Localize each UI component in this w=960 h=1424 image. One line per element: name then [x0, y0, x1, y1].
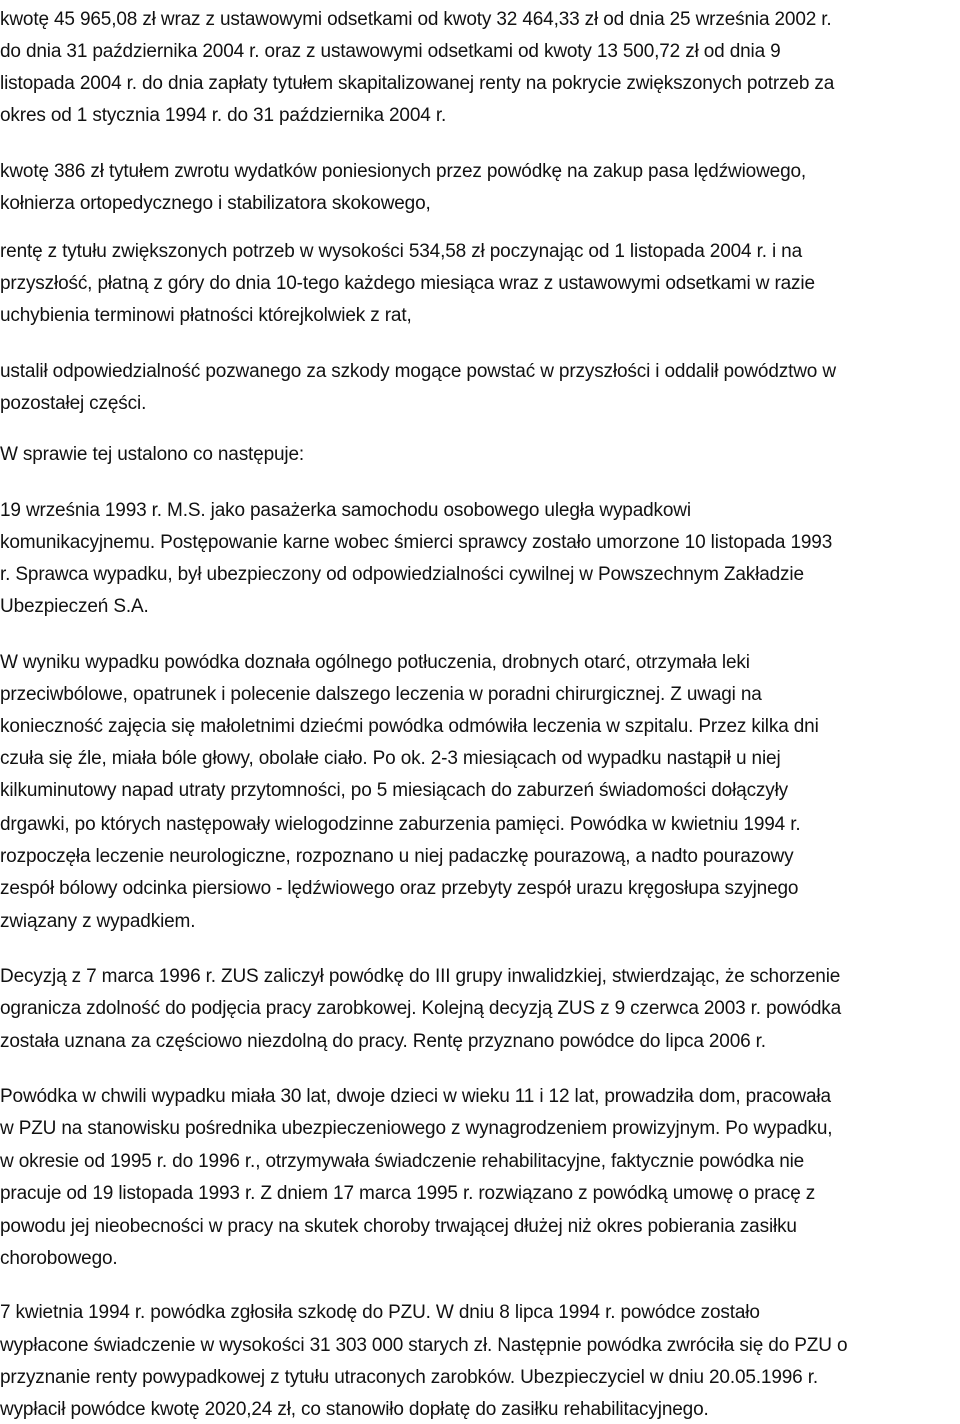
text-line: pracuje od 19 listopada 1993 r. Z dniem 17 marca 1995 r. rozwiązano z powódką umowę o pracę z — [0, 1183, 816, 1204]
text-line: związany z wypadkiem. — [0, 911, 196, 932]
text-line: w okresie od 1995 r. do 1996 r., otrzymywała świadczenie rehabilitacyjne, faktycznie powódka nie — [0, 1151, 805, 1172]
text-line: rentę z tytułu zwiększonych potrzeb w wysokości 534,58 zł poczynając od 1 listopada 2004 r. i na — [0, 241, 802, 262]
text-line: kołnierza ortopedycznego i stabilizatora skokowego, — [0, 193, 431, 214]
text-line: 19 września 1993 r. M.S. jako pasażerka samochodu osobowego uległa wypadkowi — [0, 500, 691, 521]
text-line: wypłacone świadczenie w wysokości 31 303 000 starych zł. Następnie powódka zwróciła się do PZU o — [0, 1335, 848, 1356]
text-line: Ubezpieczeń S.A. — [0, 596, 149, 617]
text-line: Powódka w chwili wypadku miała 30 lat, dwoje dzieci w wieku 11 i 12 lat, prowadziła dom, pracowała — [0, 1086, 831, 1107]
text-line: zespół bólowy odcinka piersiowo - lędźwiowego oraz przebyty zespół urazu kręgosłupa szyjnego — [0, 878, 799, 899]
text-line: powodu jej nieobecności w pracy na skutek choroby trwającej dłużej niż okres pobierania zasiłku — [0, 1216, 797, 1237]
text-line: przyszłość, płatną z góry do dnia 10-tego każdego miesiąca wraz z ustawowymi odsetkami w razie — [0, 273, 815, 294]
text-line: przyznanie renty powypadkowej z tytułu utraconych zarobków. Ubezpieczyciel w dniu 20.05.1996 r. — [0, 1367, 818, 1388]
text-line: wypłacił powódce kwotę 2020,24 zł, co stanowiło dopłatę do zasiłku rehabilitacyjnego. — [0, 1399, 709, 1420]
text-line: okres od 1 stycznia 1994 r. do 31 października 2004 r. — [0, 105, 447, 126]
section-heading: W sprawie tej ustalono co następuje: — [0, 444, 305, 465]
text-line: kwotę 45 965,08 zł wraz z ustawowymi odsetkami od kwoty 32 464,33 zł od dnia 25 września 2002 r. — [0, 9, 832, 30]
text-line: Decyzją z 7 marca 1996 r. ZUS zaliczył powódkę do III grupy inwalidzkiej, stwierdzając, że schorzenie — [0, 966, 841, 987]
text-line: kwotę 386 zł tytułem zwrotu wydatków poniesionych przez powódkę na zakup pasa lędźwiowego, — [0, 161, 807, 182]
text-line: r. Sprawca wypadku, był ubezpieczony od odpowiedzialności cywilnej w Powszechnym Zakładzie — [0, 564, 804, 585]
text-line: drgawki, po których następowały wielogodzinne zaburzenia pamięci. Powódka w kwietniu 1994 r. — [0, 814, 801, 835]
text-line: przeciwbólowe, opatrunek i polecenie dalszego leczenia w poradni chirurgicznej. Z uwagi na — [0, 684, 762, 705]
text-line: pozostałej części. — [0, 393, 147, 414]
text-line: do dnia 31 października 2004 r. oraz z ustawowymi odsetkami od kwoty 13 500,72 zł od dnia 9 — [0, 41, 781, 62]
text-line: ogranicza zdolność do podjęcia pracy zarobkowej. Kolejną decyzją ZUS z 9 czerwca 2003 r. powódka — [0, 998, 842, 1019]
text-line: rozpoczęła leczenie neurologiczne, rozpoznano u niej padaczkę pourazową, a nadto pourazowy — [0, 846, 794, 867]
text-line: W wyniku wypadku powódka doznała ogólnego potłuczenia, drobnych otarć, otrzymała leki — [0, 652, 750, 673]
text-line: uchybienia terminowi płatności którejkolwiek z rat, — [0, 305, 412, 326]
text-line: ustalił odpowiedzialność pozwanego za szkody mogące powstać w przyszłości i oddalił powództwo w — [0, 361, 836, 382]
text-line: listopada 2004 r. do dnia zapłaty tytułem skapitalizowanej renty na pokrycie zwiększonych potrzeb za — [0, 73, 835, 94]
text-line: komunikacyjnemu. Postępowanie karne wobec śmierci sprawcy zostało umorzone 10 listopada 1993 — [0, 532, 833, 553]
text-line: konieczność zajęcia się małoletnimi dziećmi powódka odmówiła leczenia w szpitalu. Przez kilka dni — [0, 716, 819, 737]
text-line: chorobowego. — [0, 1248, 118, 1269]
text-line: kilkuminutowy napad utraty przytomności, po 5 miesiącach do zaburzeń świadomości dołączyły — [0, 780, 789, 801]
text-line: 7 kwietnia 1994 r. powódka zgłosiła szkodę do PZU. W dniu 8 lipca 1994 r. powódce zostało — [0, 1302, 760, 1323]
text-line: została uznana za częściowo niezdolną do pracy. Rentę przyznano powódce do lipca 2006 r. — [0, 1031, 766, 1052]
text-line: czuła się źle, miała bóle głowy, obolałe ciało. Po ok. 2-3 miesiącach od wypadku nastąpił u niej — [0, 748, 781, 769]
text-line: w PZU na stanowisku pośrednika ubezpieczeniowego z wynagrodzeniem prowizyjnym. Po wypadku, — [0, 1118, 833, 1139]
